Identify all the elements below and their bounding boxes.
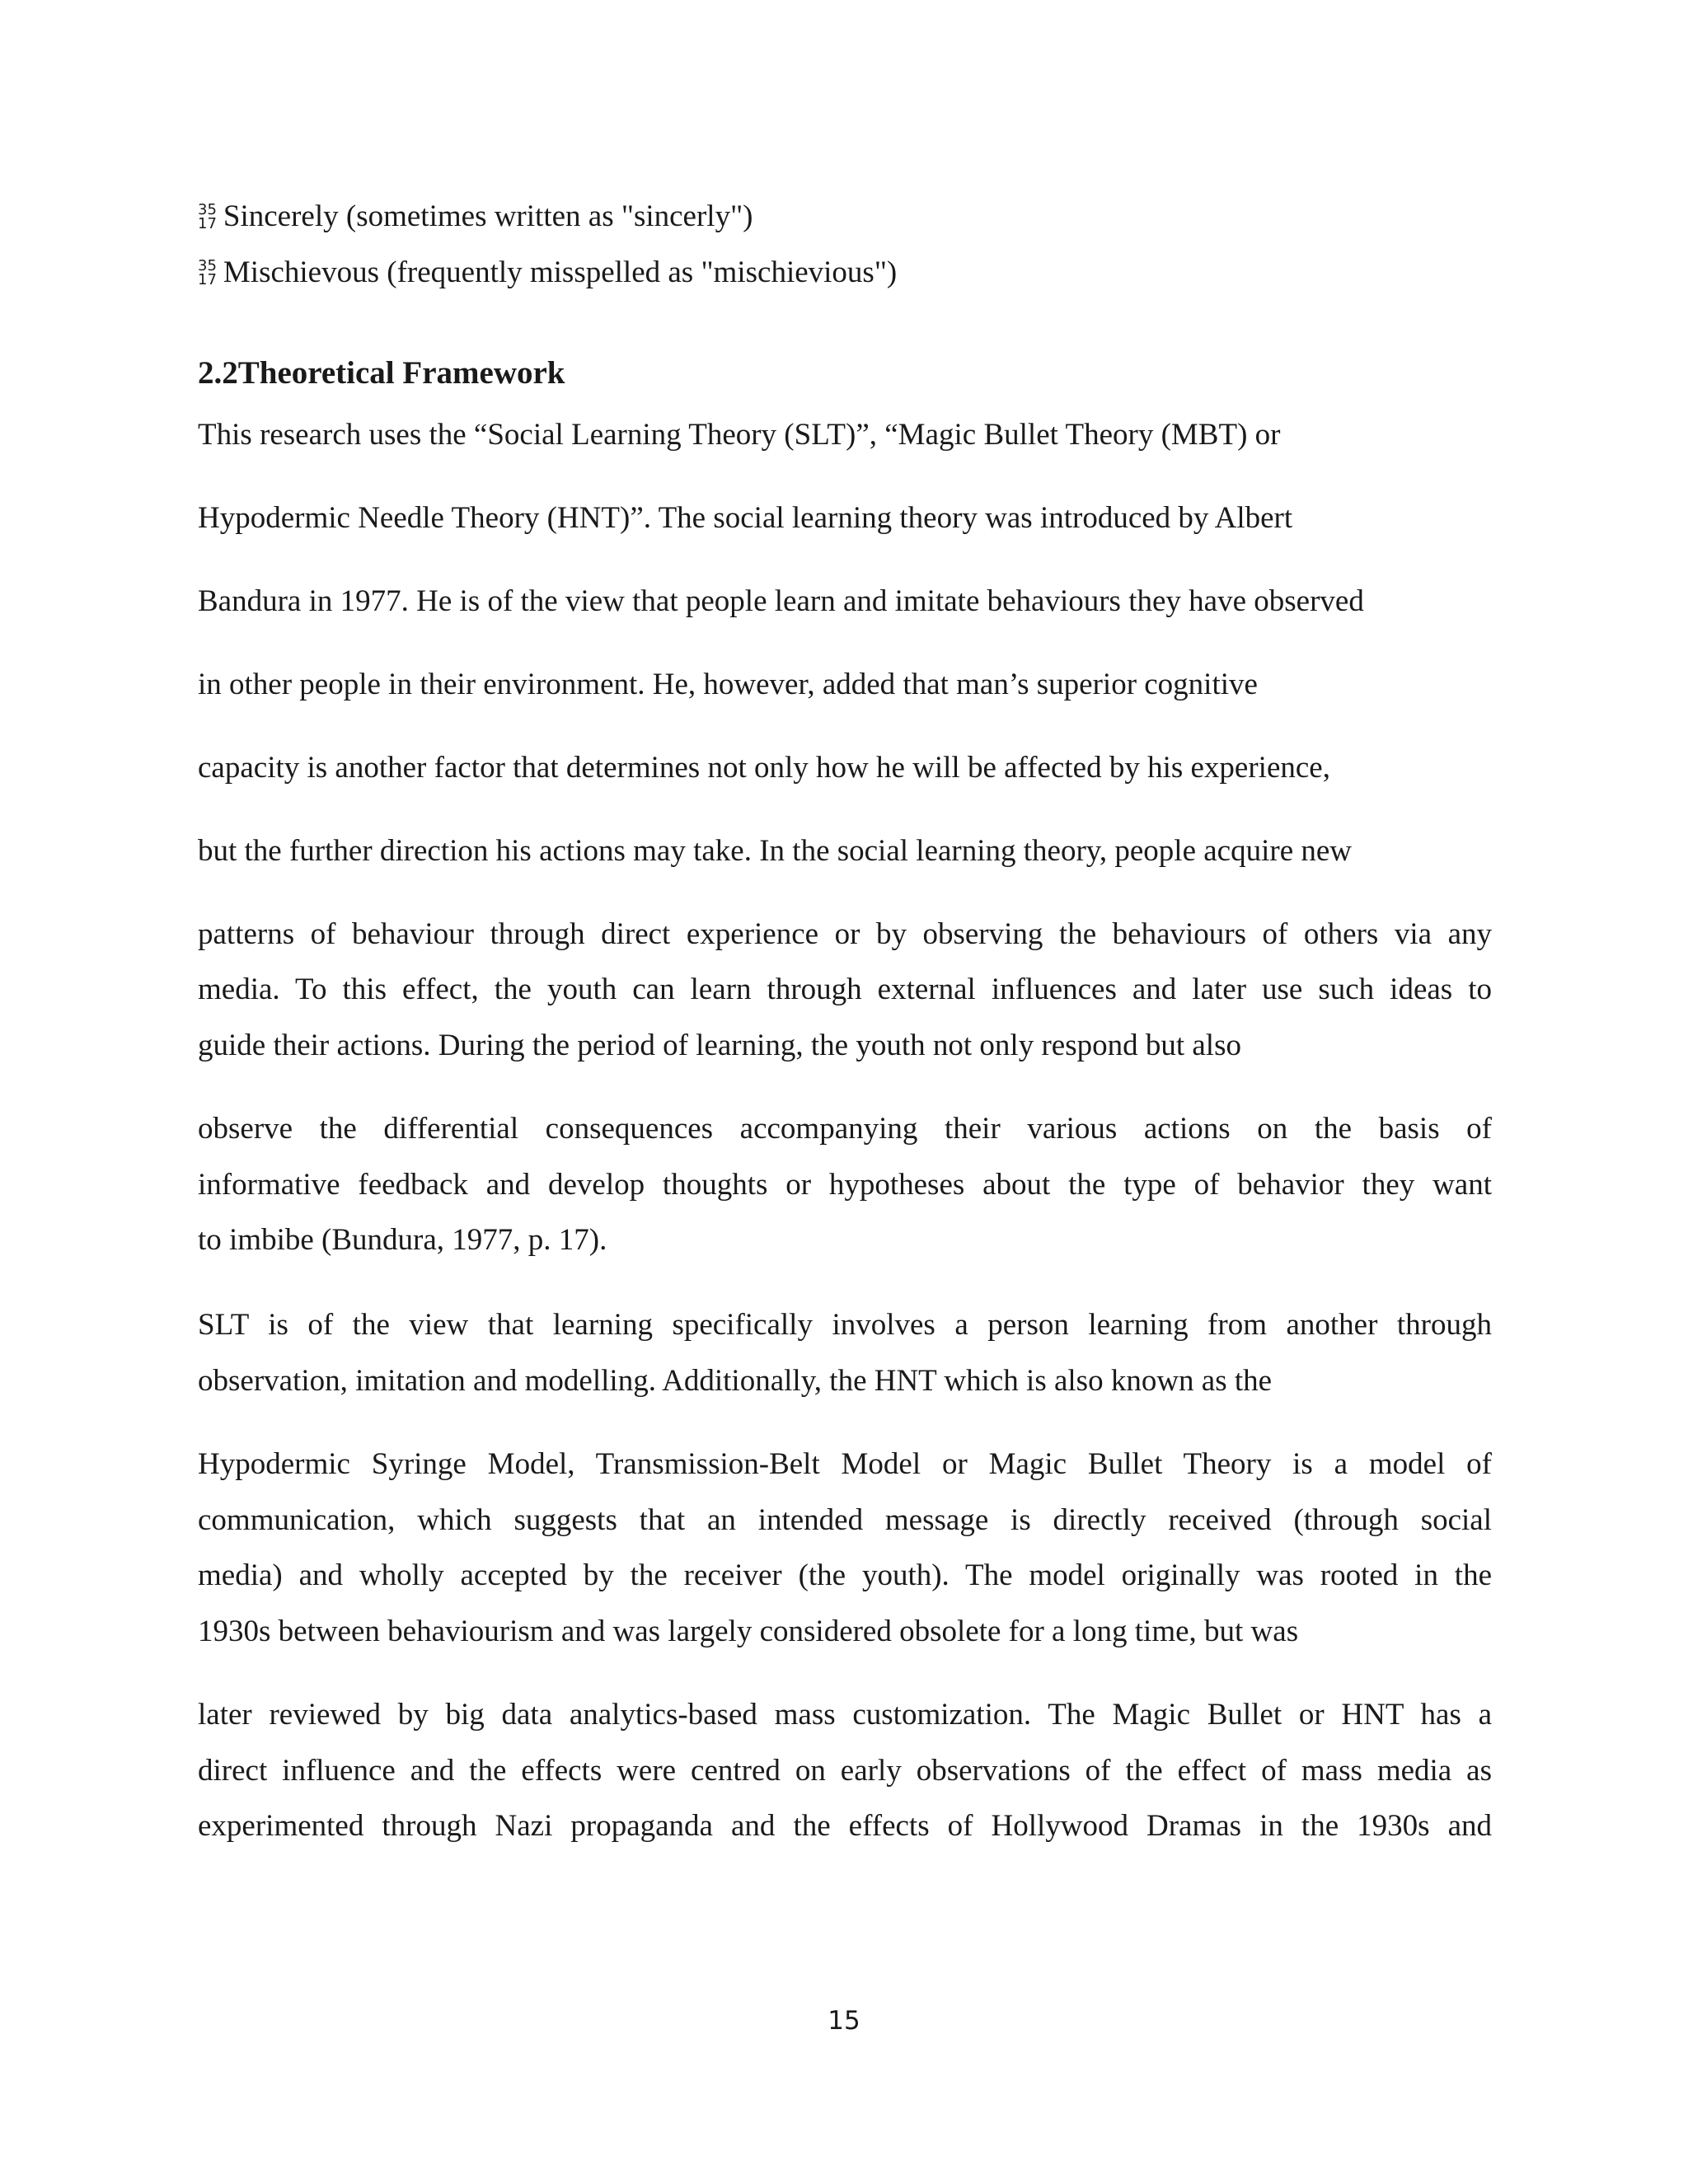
- body-line: experimented through Nazi propaganda and the effects of Hollywood Dramas in the 1930s and: [198, 1809, 1492, 1843]
- page-number: 15: [828, 2006, 860, 2036]
- body-line: Bandura in 1977. He is of the view that people learn and imitate behaviours they have observed: [198, 584, 1364, 618]
- body-line: Hypodermic Needle Theory (HNT)”. The social learning theory was introduced by Albert: [198, 501, 1293, 535]
- footnote-1: [198, 198, 753, 236]
- body-line: Hypodermic Syringe Model, Transmission-Belt Model or Magic Bullet Theory is a model of: [198, 1447, 1492, 1481]
- body-line: SLT is of the view that learning specifically involves a person learning from another through: [198, 1308, 1492, 1342]
- body-line: observe the differential consequences accompanying their various actions on the basis of: [198, 1112, 1492, 1146]
- body-line: capacity is another factor that determines not only how he will be affected by his experience,: [198, 751, 1330, 785]
- body-line: to imbibe (Bundura, 1977, p. 17).: [198, 1223, 607, 1257]
- body-line: but the further direction his actions may take. In the social learning theory, people acquire new: [198, 834, 1353, 868]
- body-line: observation, imitation and modelling. Additionally, the HNT which is also known as the: [198, 1364, 1273, 1398]
- body-line: informative feedback and develop thoughts or hypotheses about the type of behavior they want: [198, 1168, 1492, 1202]
- footnote-marker: 35 17: [198, 256, 217, 288]
- body-line: media) and wholly accepted by the receiver (the youth). The model originally was rooted in the: [198, 1558, 1492, 1592]
- body-line: 1930s between behaviourism and was largely considered obsolete for a long time, but was: [198, 1615, 1299, 1648]
- footnote-text: Sincerely (sometimes written as "sincerly"): [223, 199, 753, 233]
- body-line: in other people in their environment. He, however, added that man’s superior cognitive: [198, 668, 1258, 701]
- body-line: direct influence and the effects were centred on early observations of the effect of mass media as: [198, 1754, 1492, 1788]
- footnote-marker: 35 17: [198, 200, 217, 232]
- section-heading: 2.2Theoretical Framework: [198, 355, 565, 391]
- body-line: guide their actions. During the period of learning, the youth not only respond but also: [198, 1029, 1241, 1062]
- body-line: communication, which suggests that an intended message is directly received (through social: [198, 1503, 1492, 1537]
- footnote-2: [198, 254, 897, 292]
- body-line: patterns of behaviour through direct experience or by observing the behaviours of others via any: [198, 917, 1492, 951]
- body-line: This research uses the “Social Learning Theory (SLT)”, “Magic Bullet Theory (MBT) or: [198, 418, 1281, 452]
- body-line: later reviewed by big data analytics-based mass customization. The Magic Bullet or HNT has a: [198, 1698, 1492, 1732]
- body-line: media. To this effect, the youth can learn through external influences and later use such ideas to: [198, 972, 1492, 1006]
- footnote-text: Mischievous (frequently misspelled as "mischievious"): [223, 255, 898, 289]
